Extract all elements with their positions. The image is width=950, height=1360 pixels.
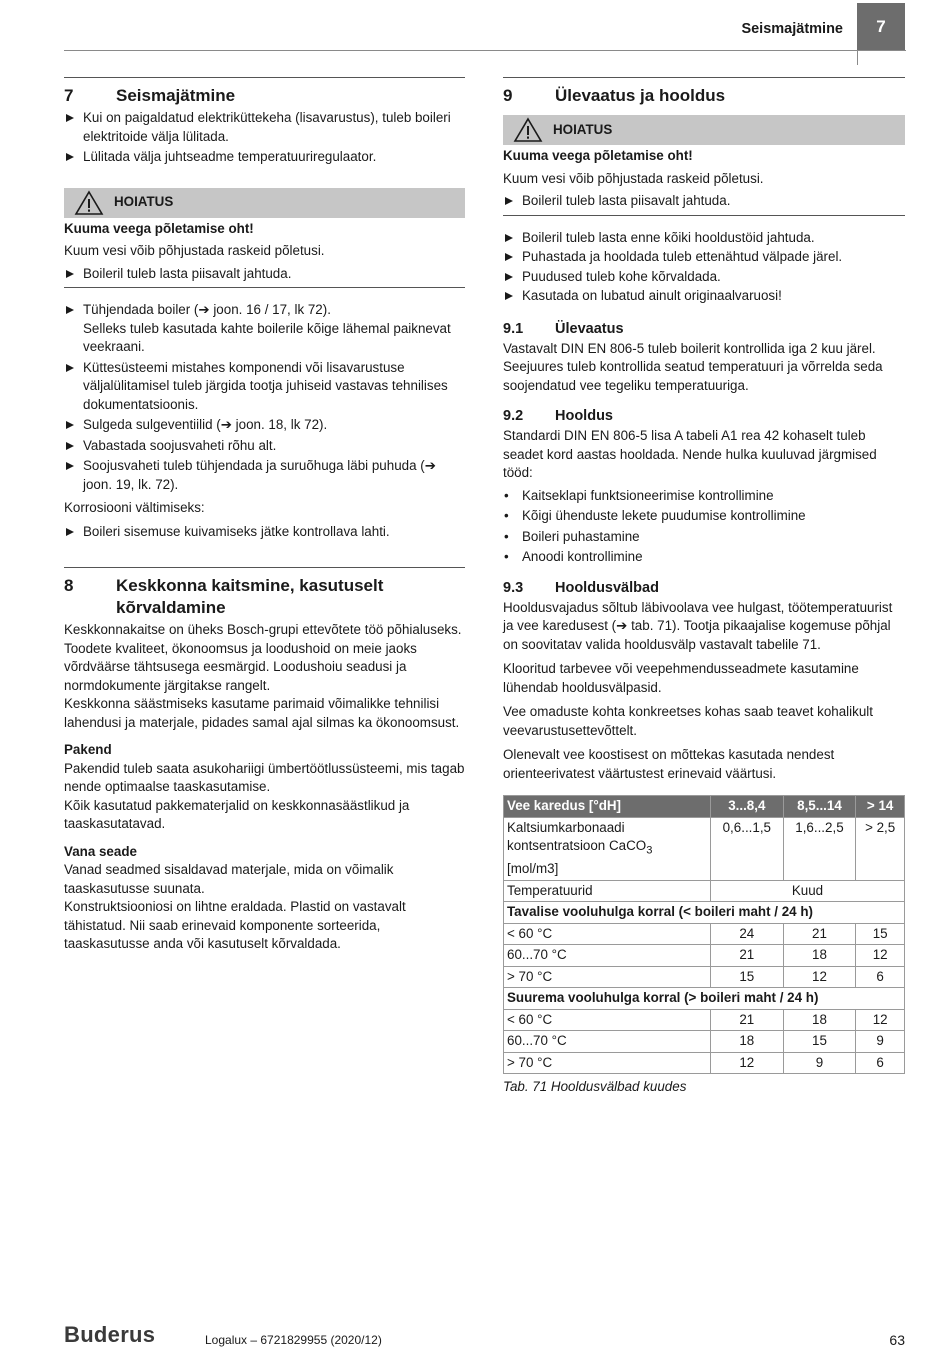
table-cell: 12 (856, 1009, 905, 1031)
subsection-9-1-heading: 9.1 Ülevaatus (503, 320, 624, 337)
paragraph: Keskkonnakaitse on üheks Bosch-grupi ettevõtete töö põhialuseks. Toodete kvaliteet, ökonoomsus ja loodushoid on meie jaoks võrdväärse tähtsusega eesmärgid. Loodushoiu seadusi ja normdokumente järgitakse rangelt. (64, 622, 462, 693)
table-cell: 18 (783, 945, 856, 967)
table-cell: 21 (783, 923, 856, 945)
table-row (504, 880, 905, 902)
table-cell: 12 (711, 1052, 784, 1074)
section-7-heading: 7 Seismajätmine (64, 77, 465, 107)
table-cell: 21 (711, 1009, 784, 1031)
table-row (504, 1009, 905, 1031)
list-item: Boileril tuleb lasta piisavalt jahtuda. (503, 192, 905, 211)
paragraph: Vastavalt DIN EN 806-5 tuleb boilerit kontrollida iga 2 kuu järel. Seejuures tuleb kontrollida seatud temperatuuri ja võrrelda seda soojendatud vee tegeliku temperatuuriga. (503, 340, 883, 393)
subsection-9-2-heading: 9.2 Hooldus (503, 408, 613, 424)
table-cell: 15 (856, 923, 905, 945)
section-9-heading: 9 Ülevaatus ja hooldus (503, 77, 905, 107)
list-item: Boileril tuleb lasta enne kõiki hooldustöid jahtuda. (503, 229, 905, 248)
list-item: Kasutada on lubatud ainult originaalvaruosi! (503, 287, 905, 306)
table-cell: 12 (783, 966, 856, 988)
table-cell: 18 (711, 1031, 784, 1053)
table-cell: 21 (711, 945, 784, 967)
warning-bar (64, 188, 465, 218)
list-item: Boileri sisemuse kuivamiseks jätke kontrollava lahti. (64, 523, 465, 542)
list-item: Puudused tuleb kohe kõrvaldada. (503, 268, 905, 287)
table-row (504, 923, 905, 945)
corrosion-label: Korrosiooni vältimiseks: (64, 500, 205, 515)
table-cell: > 70 °C (504, 966, 711, 988)
table-row (504, 966, 905, 988)
document-reference: Logalux – 6721829955 (2020/12) (205, 1333, 382, 1347)
paragraph: Standardi DIN EN 806-5 lisa A tabeli A1 rea 42 kohaselt tuleb seadet kord aastas hooldada. Nende hulka kuuluvad järgmised tööd: (503, 428, 877, 480)
table-cell: Kuud (711, 880, 905, 902)
subheading-vana-seade: Vana seade (64, 843, 137, 859)
table-cell: 24 (711, 923, 784, 945)
paragraph: Konstruktsiooniosi on lihtne eraldada. Plastid on vastavalt tähistatud. Nii saab erinevaid komponente sorteerida, taaskasutusse anda või kasutuselt kõrvaldada. (64, 899, 406, 951)
maintenance-interval-table (503, 795, 905, 1074)
warning-end (503, 192, 905, 216)
table-group-label: Tavalise vooluhulga korral (< boileri maht / 24 h) (504, 902, 905, 924)
column-header: Vee karedus [°dH] (504, 796, 711, 818)
paragraph: Klooritud tarbevee või veepehmendusseadmete kasutamine lühendab hooldusvälpasid. (503, 661, 859, 695)
warning-label: HOIATUS (553, 121, 613, 137)
list-item: Boileril tuleb lasta piisavalt jahtuda. (64, 265, 465, 284)
table-cell: 12 (856, 945, 905, 967)
buderus-logo: Buderus (64, 1322, 156, 1347)
list-item: • Boileri puhastamine (503, 528, 905, 547)
paragraph: Olenevalt vee koostisest on mõttekas kasutada nendest orienteerivatest väärtustest erinevaid väärtusi. (503, 747, 835, 781)
warning-text: Kuum vesi võib põhjustada raskeid põletusi. (503, 170, 764, 186)
table-cell: < 60 °C (504, 1009, 711, 1031)
list-item: Küttesüsteemi mistahes komponendi või lisavarustuse väljalülitamisel tuleb järgida tootja juhiseid vastavas tehnilises dokumentatsioonis. (64, 359, 465, 415)
table-cell: Temperatuurid (504, 880, 711, 902)
maintenance-list (503, 487, 905, 567)
table-cell: 60...70 °C (504, 945, 711, 967)
warning-bar (503, 115, 905, 145)
running-header-title: Seismajätmine (741, 21, 843, 37)
right-column (503, 77, 905, 1097)
table-cell: 15 (711, 966, 784, 988)
warning-end (64, 265, 465, 289)
list-item: Vabastada soojusvaheti rõhu alt. (64, 437, 465, 456)
left-column (64, 77, 465, 954)
paragraph: Vee omaduste kohta konkreetses kohas saab teavet kohalikult veevarustusettevõttelt. (503, 704, 873, 738)
table-cell: > 2,5 (856, 817, 905, 880)
subsection-9-3-heading: 9.3 Hooldusvälbad (503, 579, 659, 596)
column-header: 8,5...14 (783, 796, 856, 818)
warning-text: Kuum vesi võib põhjustada raskeid põletusi. (64, 243, 325, 258)
list-item: Kui on paigaldatud elektriküttekeha (lisavarustus), tuleb boileri elektritoide välja lülitada. (64, 109, 465, 146)
list-item: • Kõigi ühenduste lekete puudumise kontrollimine (503, 507, 905, 526)
table-caption: Tab. 71 Hooldusvälbad kuudes (503, 1079, 687, 1095)
table-row (504, 1031, 905, 1053)
warning-triangle-icon (503, 117, 553, 143)
list-item: Sulgeda sulgeventiilid (➔ joon. 18, lk 72). (64, 416, 465, 435)
paragraph: Pakendid tuleb saata asukohariigi ümbertöötlussüsteemi, mis tagab nende optimaalse taaskasutamise. (64, 760, 465, 794)
list-item: • Anoodi kontrollimine (503, 548, 905, 567)
table-row (504, 817, 905, 880)
list-item: Tühjendada boiler (➔ joon. 16 / 17, lk 72). Selleks tuleb kasutada kahte boilerile kõige lähemal paiknevat veekraani. (64, 301, 465, 357)
table-cell: 18 (783, 1009, 856, 1031)
table-row (504, 1052, 905, 1074)
chapter-number-box: 7 (857, 3, 905, 51)
list-item: Soojusvaheti tuleb tühjendada ja suruõhuga läbi puhuda (➔ joon. 19, lk. 72). (64, 457, 465, 494)
table-cell: 0,6...1,5 (711, 817, 784, 880)
paragraph: Hooldusvajadus sõltub läbivoolava vee hulgast, töötemperatuurist ja vee karedusest (➔ tab. 71). Tootja pikaajalise kogemuse põhjal on soovitatav valida hooldusvälp vastavalt tabelile 71. (503, 599, 893, 652)
warning-title: Kuuma veega põletamise oht! (64, 220, 254, 236)
paragraph: Vanad seadmed sisaldavad materjale, mida on võimalik taaskasutusse suunata. (64, 862, 394, 896)
subheading-pakend: Pakend (64, 742, 112, 757)
page-number: 63 (889, 1332, 905, 1348)
paragraph: Keskkonna säästmiseks kasutame parimaid võimalikke tehnilisi lahendusi ja materjale, pidades samal ajal silmas ka ökonoomsust. (64, 696, 460, 730)
paragraph: Kõik kasutatud pakkematerjalid on keskkonnasäästlikud ja taaskasutatavad. (64, 797, 410, 831)
table-group-row (504, 988, 905, 1010)
table-cell: 60...70 °C (504, 1031, 711, 1053)
warning-title: Kuuma veega põletamise oht! (503, 148, 693, 163)
table-group-row (504, 902, 905, 924)
column-header: > 14 (856, 796, 905, 818)
table-group-label: Suurema vooluhulga korral (> boileri maht / 24 h) (504, 988, 905, 1010)
list-item: Lülitada välja juhtseadme temperatuuriregulaator. (64, 148, 465, 167)
list-item: • Kaitseklapi funktsioneerimise kontrollimine (503, 487, 905, 506)
table-cell: 6 (856, 1052, 905, 1074)
column-header: 3...8,4 (711, 796, 784, 818)
list-item: Puhastada ja hooldada tuleb ettenähtud välpade järel. (503, 248, 905, 267)
header-rule (64, 50, 906, 51)
warning-label: HOIATUS (114, 194, 174, 210)
section-8-heading: 8 Keskkonna kaitsmine, kasutuselt kõrvaldamine (64, 567, 465, 619)
table-cell: < 60 °C (504, 923, 711, 945)
table-cell: 15 (783, 1031, 856, 1053)
table-cell: 9 (783, 1052, 856, 1074)
table-cell: > 70 °C (504, 1052, 711, 1074)
table-cell: 1,6...2,5 (783, 817, 856, 880)
table-cell: 9 (856, 1031, 905, 1053)
table-cell: Kaltsiumkarbonaadi kontsentratsioon CaCO$_3$ [mol/m3] (504, 817, 711, 880)
header-tick (857, 51, 858, 65)
warning-triangle-icon (64, 190, 114, 216)
table-header-row (504, 796, 905, 818)
table-row (504, 945, 905, 967)
table-cell: 6 (856, 966, 905, 988)
